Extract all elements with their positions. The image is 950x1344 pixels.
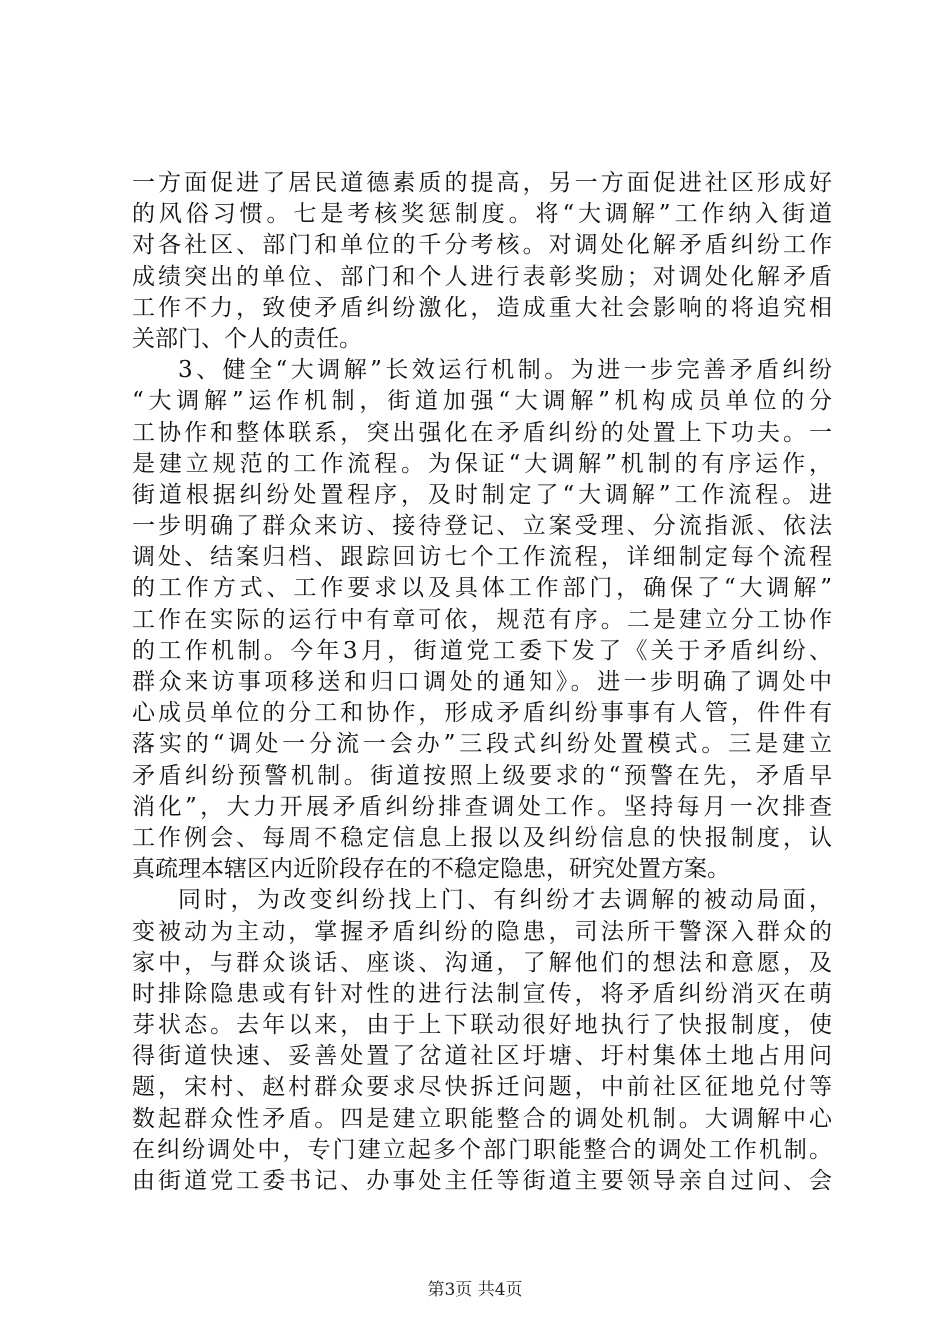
text-line: 得街道快速、妥善处置了岔道社区圩塘、圩村集体土地占用问 [132,1043,832,1070]
text-line: 变被动为主动，掌握矛盾纠纷的隐患，司法所干警深入群众的 [132,918,832,945]
text-line: 工作不力，致使矛盾纠纷激化，造成重大社会影响的将追究相 [132,294,832,321]
text-line: 同时，为改变纠纷找上门、有纠纷才去调解的被动局面， [178,887,832,914]
text-line: 心成员单位的分工和协作，形成矛盾纠纷事事有人管，件件有 [132,700,832,727]
text-line: 成绩突出的单位、部门和个人进行表彰奖励；对调处化解矛盾 [132,263,832,290]
text-line: 对各社区、部门和单位的千分考核。对调处化解矛盾纠纷工作 [132,232,832,259]
text-line: 矛盾纠纷预警机制。街道按照上级要求的“预警在先，矛盾早 [132,762,832,789]
text-line: 芽状态。去年以来，由于上下联动很好地执行了快报制度，使 [132,1012,832,1039]
text-line: 3、健全“大调解”长效运行机制。为进一步完善矛盾纠纷 [178,357,832,384]
text-line: 工作例会、每周不稳定信息上报以及纠纷信息的快报制度，认 [132,824,832,851]
text-line: 调处、结案归档、跟踪回访七个工作流程，详细制定每个流程 [132,544,832,571]
text-line: 一步明确了群众来访、接待登记、立案受理、分流指派、依法 [132,513,832,540]
text-line: 题，宋村、赵村群众要求尽快拆迁问题，中前社区征地兑付等 [132,1074,832,1101]
text-line: 数起群众性矛盾。四是建立职能整合的调处机制。大调解中心 [132,1105,832,1132]
page-footer: 第3页 共4页 [427,1280,523,1300]
text-line: 工协作和整体联系，突出强化在矛盾纠纷的处置上下功夫。一 [132,419,832,446]
text-line: 的工作机制。今年3月，街道党工委下发了《关于矛盾纠纷、 [132,637,832,664]
text-line: 工作在实际的运行中有章可依，规范有序。二是建立分工协作 [132,606,832,633]
text-line: 的工作方式、工作要求以及具体工作部门，确保了“大调解” [132,575,832,602]
text-line: 在纠纷调处中，专门建立起多个部门职能整合的调处工作机制。 [132,1136,832,1163]
text-line: 家中，与群众谈话、座谈、沟通，了解他们的想法和意愿，及 [132,949,832,976]
document-body [132,168,832,1197]
text-line: 关部门、个人的责任。 [132,325,362,352]
text-line: 时排除隐患或有针对性的进行法制宣传，将矛盾纠纷消灭在萌 [132,980,832,1007]
text-line: 群众来访事项移送和归口调处的通知》。进一步明确了调处中 [132,669,832,695]
text-line: “大调解”运作机制，街道加强“大调解”机构成员单位的分 [132,388,832,415]
text-line: 落实的“调处一分流一会办”三段式纠纷处置模式。三是建立 [132,731,832,758]
text-line: 街道根据纠纷处置程序，及时制定了“大调解”工作流程。进 [132,481,832,508]
text-line: 真疏理本辖区内近阶段存在的不稳定隐患，研究处置方案。 [132,856,730,883]
text-line: 一方面促进了居民道德素质的提高，另一方面促进社区形成好 [132,170,832,196]
text-line: 的风俗习惯。七是考核奖惩制度。将“大调解”工作纳入街道 [132,201,832,228]
text-line: 是建立规范的工作流程。为保证“大调解”机制的有序运作， [132,450,832,477]
text-line: 由街道党工委书记、办事处主任等街道主要领导亲自过问、会 [132,1168,832,1194]
text-line: 消化”，大力开展矛盾纠纷排查调处工作。坚持每月一次排查 [132,793,832,820]
